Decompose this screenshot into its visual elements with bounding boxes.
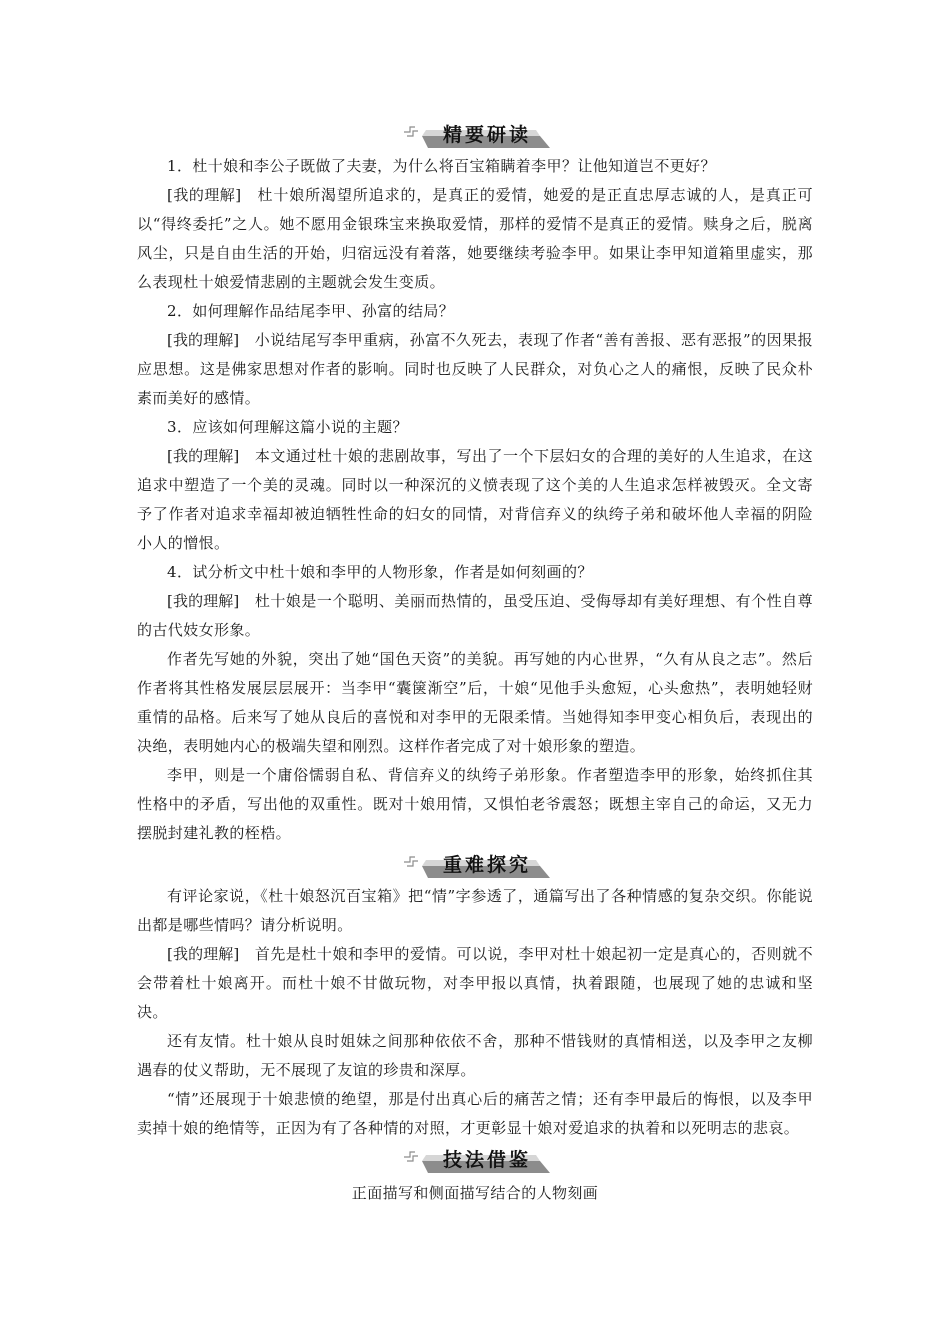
paragraph: 有评论家说，《杜十娘怒沉百宝箱》把“情”字参透了，通篇写出了各种情感的复杂交织。你能说出都是哪些情吗？请分析说明。 [137, 887, 813, 934]
section-banner [400, 850, 550, 880]
answer-3 [137, 442, 813, 558]
answer-text: 首先是杜十娘和李甲的爱情。可以说，李甲对杜十娘起初一定是真心的，否则就不会带着杜十娘离开。而杜十娘不甘做玩物，对李甲报以真情，执着跟随，也展现了她的忠诚和坚决。 [137, 945, 814, 1021]
paragraph: “情”还展现于十娘悲愤的绝望，那是付出真心后的痛苦之情；还有李甲最后的悔恨，以及李甲卖掉十娘的绝情等，正因为有了各种情的对照，才更彰显十娘对爱追求的执着和以死明志的悲哀。 [137, 1090, 813, 1137]
answer-tag: [我的理解] [167, 945, 240, 963]
answer-2 [137, 326, 813, 413]
section-banner [400, 120, 550, 150]
question-4: 4．试分析文中杜十娘和李甲的人物形象，作者是如何刻画的？ [167, 563, 593, 581]
section-title: 技法借鉴 [442, 1149, 531, 1171]
question-2: 2．如何理解作品结尾李甲、孙富的结局？ [167, 302, 455, 320]
answer-tag: [我的理解] [167, 331, 240, 349]
answer-tag: [我的理解] [167, 447, 240, 465]
section-title: 重难探究 [442, 854, 531, 876]
section-body-s2 [137, 882, 813, 1143]
section-header-s1 [137, 118, 813, 152]
section-banner [400, 1145, 550, 1175]
answer-tag: [我的理解] [167, 592, 240, 610]
paragraph: 作者先写她的外貌，突出了她“国色天资”的美貌。再写她的内心世界，“久有从良之志”。然后作者将其性格发展层层展开：当李甲“囊箧渐空”后，十娘“见他手头愈短，心头愈热”，表明她轻财重情的品格。后来写了她从良后的喜悦和对李甲的无限柔情。当她得知李甲变心相负后，表现出的决绝，表明她内心的极端失望和刚烈。这样作者完成了对十娘形象的塑造。 [137, 650, 813, 755]
answer-text: 本文通过杜十娘的悲剧故事，写出了一个下层妇女的合理的美好的人生追求，在这追求中塑造了一个美的灵魂。同时以一种深沉的义愤表现了这个美的人生追求怎样被毁灭。全文寄予了作者对追求幸福却被迫牺牲性命的妇女的同情，对背信弃义的纨绔子弟和破坏他人幸福的阴险小人的憎恨。 [137, 447, 814, 552]
section-header-s3 [137, 1143, 813, 1177]
answer-5 [137, 940, 813, 1027]
question-3: 3．应该如何理解这篇小说的主题？ [167, 418, 408, 436]
answer-1 [137, 181, 813, 297]
paragraph: 李甲，则是一个庸俗懦弱自私、背信弃义的纨绔子弟形象。作者塑造李甲的形象，始终抓住其性格中的矛盾，写出他的双重性。既对十娘用情，又惧怕老爷震怒；既想主宰自己的命运，又无力摆脱封建礼教的桎梏。 [137, 766, 813, 842]
answer-text: 小说结尾写李甲重病，孙富不久死去，表现了作者“善有善报、恶有恶报”的因果报应思想。这是佛家思想对作者的影响。同时也反映了人民群众，对负心之人的痛恨，反映了民众朴素而美好的感情。 [137, 331, 813, 407]
answer-text: 杜十娘所渴望所追求的，是真正的爱情，她爱的是正直忠厚志诚的人，是真正可以“得终委托”之人。她不愿用金银珠宝来换取爱情，那样的爱情不是真正的爱情。赎身之后，脱离风尘，只是自由生活的开始，归宿远没有着落，她要继续考验李甲。如果让李甲知道箱里虚实，那么表现杜十娘爱情悲剧的主题就会发生变质。 [137, 186, 813, 291]
section-subtitle: 正面描写和侧面描写结合的人物刻画 [351, 1184, 599, 1202]
document-page [137, 118, 813, 1208]
answer-text: 杜十娘是一个聪明、美丽而热情的，虽受压迫、受侮辱却有美好理想、有个性自尊的古代妓女形象。 [137, 592, 814, 639]
paragraph: 还有友情。杜十娘从良时姐妹之间那种依依不舍，那种不惜钱财的真情相送，以及李甲之友柳遇春的仗义帮助，无不展现了友谊的珍贵和深厚。 [137, 1032, 813, 1079]
section-title: 精要研读 [442, 124, 531, 146]
answer-4 [137, 587, 813, 645]
section-header-s2 [137, 848, 813, 882]
answer-tag: [我的理解] [167, 186, 242, 204]
question-1: 1．杜十娘和李公子既做了夫妻，为什么将百宝箱瞒着李甲？让他知道岂不更好？ [167, 157, 716, 175]
section-body-s1 [137, 152, 813, 848]
